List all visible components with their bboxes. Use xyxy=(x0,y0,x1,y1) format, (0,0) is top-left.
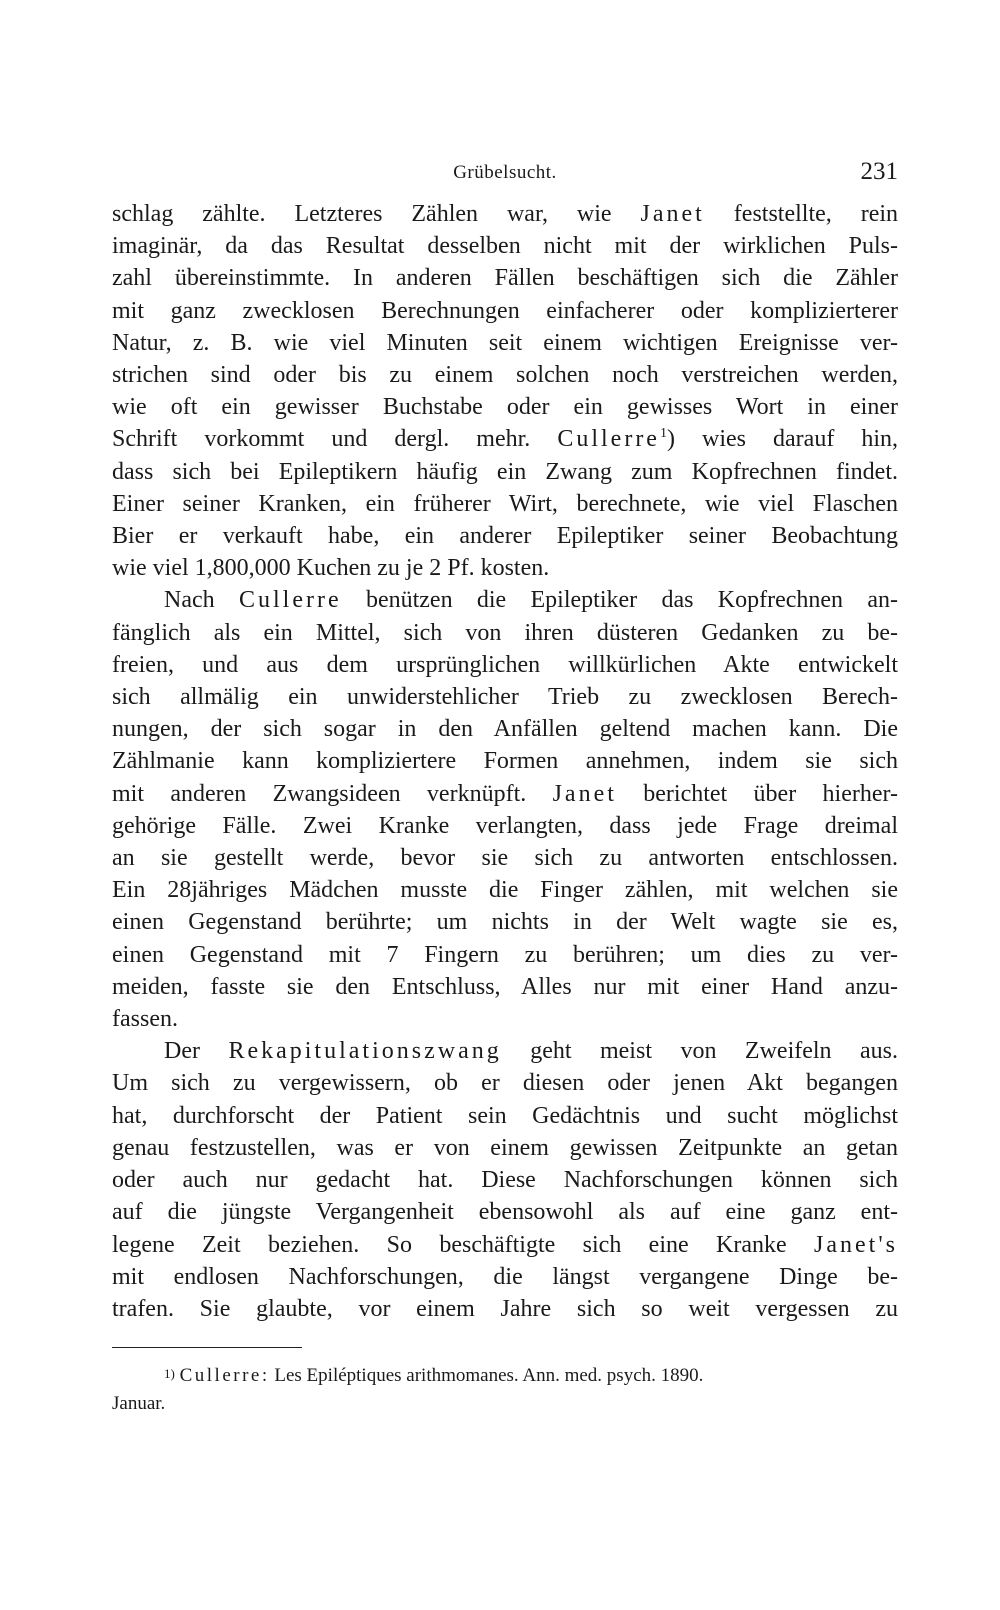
text-line: an sie gestellt werde, bevor sie sich zu antworten entschlossen. xyxy=(112,845,898,872)
text-line: mit endlosen Nachforschungen, die längst vergangene Dinge be- xyxy=(112,1263,898,1290)
person-name: Janet xyxy=(552,780,617,807)
footnote-author: Cullerre: xyxy=(179,1365,270,1387)
text-line: Einer seiner Kranken, ein früherer Wirt, berechnete, wie viel Flaschen xyxy=(112,490,898,517)
text-line: oder auch nur gedacht hat. Diese Nachforschungen können sich xyxy=(112,1167,898,1194)
text-line: Nach Cullerre benützen die Epileptiker das Kopfrechnen an- xyxy=(164,587,899,614)
text-line: einen Gegenstand mit 7 Fingern zu berühren; um dies zu ver- xyxy=(112,941,898,968)
text-line: wie oft ein gewisser Buchstabe oder ein gewisses Wort in einer xyxy=(112,394,898,421)
text-line: imaginär, da das Resultat desselben nicht mit der wirklichen Puls- xyxy=(112,233,898,260)
text-line: Natur, z. B. wie viel Minuten seit einem wichtigen Ereignisse ver- xyxy=(112,329,898,356)
text-line: fassen. xyxy=(112,1006,178,1033)
person-name: Janet's xyxy=(814,1231,899,1258)
paragraph-3 xyxy=(112,1035,898,1325)
text-line: genau festzustellen, was er von einem gewissen Zeitpunkte an getan xyxy=(112,1134,898,1161)
text-line: strichen sind oder bis zu einem solchen noch verstreichen werden, xyxy=(112,362,898,389)
paragraph-2 xyxy=(112,584,898,1035)
running-head xyxy=(112,158,898,198)
text-line: Zählmanie kann kompliziertere Formen annehmen, indem sie sich xyxy=(112,748,898,775)
text-line: sich allmälig ein unwiderstehlicher Trieb zu zwecklosen Berech- xyxy=(112,684,898,711)
text-line: Bier er verkauft habe, ein anderer Epileptiker seiner Beobachtung xyxy=(112,523,898,550)
text-line: Um sich zu vergewissern, ob er diesen oder jenen Akt begangen xyxy=(112,1070,898,1097)
footnote-reference[interactable]: 1 xyxy=(659,426,667,442)
body-text xyxy=(112,198,898,1325)
page-number: 231 xyxy=(860,158,898,185)
text-line: mit ganz zwecklosen Berechnungen einfacherer oder komplizierterer xyxy=(112,297,898,324)
text-line: hat, durchforscht der Patient sein Gedächtnis und sucht möglichst xyxy=(112,1102,898,1129)
text-line: meiden, fasste sie den Entschluss, Alles nur mit einer Hand anzu- xyxy=(112,973,898,1000)
text-line: nungen, der sich sogar in den Anfällen geltend machen kann. Die xyxy=(112,716,898,743)
footnote xyxy=(112,1362,898,1418)
footnote-marker: 1) xyxy=(164,1366,175,1382)
text-line: mit anderen Zwangsideen verknüpft. Janet berichtet über hierher- xyxy=(112,780,898,807)
person-name: Cullerre xyxy=(238,587,342,614)
book-page xyxy=(112,158,898,1418)
paragraph-1 xyxy=(112,198,898,584)
running-title: Grübelsucht. xyxy=(453,162,557,183)
footnote-text-continued: Januar. xyxy=(112,1393,166,1415)
text-line: trafen. Sie glaubte, vor einem Jahre sich so weit vergessen zu xyxy=(112,1295,898,1322)
text-line: gehörige Fälle. Zwei Kranke verlangten, dass jede Frage dreimal xyxy=(112,812,898,839)
person-name: Cullerre xyxy=(557,426,660,453)
text-line: fänglich als ein Mittel, sich von ihren düsteren Gedanken zu be- xyxy=(112,619,898,646)
text-line: einen Gegenstand berührte; um nichts in der Welt wagte sie es, xyxy=(112,909,898,936)
text-line: freien, und aus dem ursprünglichen willkürlichen Akte entwickelt xyxy=(112,651,898,678)
emphasized-term: Rekapitulationszwang xyxy=(228,1038,502,1065)
text-line: dass sich bei Epileptikern häufig ein Zwang zum Kopfrechnen findet. xyxy=(112,458,898,485)
text-line: auf die jüngste Vergangenheit ebensowohl als auf eine ganz ent- xyxy=(112,1199,898,1226)
text-line: zahl übereinstimmte. In anderen Fällen beschäftigen sich die Zähler xyxy=(112,265,898,292)
text-line: Schrift vorkommt und dergl. mehr. Cullerre$^1$) wies darauf hin, xyxy=(112,426,899,453)
text-line: legene Zeit beziehen. So beschäftigte sich eine Kranke Janet's xyxy=(112,1231,899,1258)
footnote-divider xyxy=(112,1347,302,1348)
text-line: Der Rekapitulationszwang geht meist von Zweifeln aus. xyxy=(164,1038,899,1065)
footnote-text: Les Epiléptiques arithmomanes. Ann. med. psych. 1890. xyxy=(274,1365,704,1387)
text-line: Ein 28jähriges Mädchen musste die Finger zählen, mit welchen sie xyxy=(112,877,898,904)
person-name: Janet xyxy=(640,201,705,227)
text-line: wie viel 1,800,000 Kuchen zu je 2 Pf. kosten. xyxy=(112,555,550,582)
text-line: schlag zählte. Letzteres Zählen war, wie Janet feststellte, rein xyxy=(112,201,899,227)
